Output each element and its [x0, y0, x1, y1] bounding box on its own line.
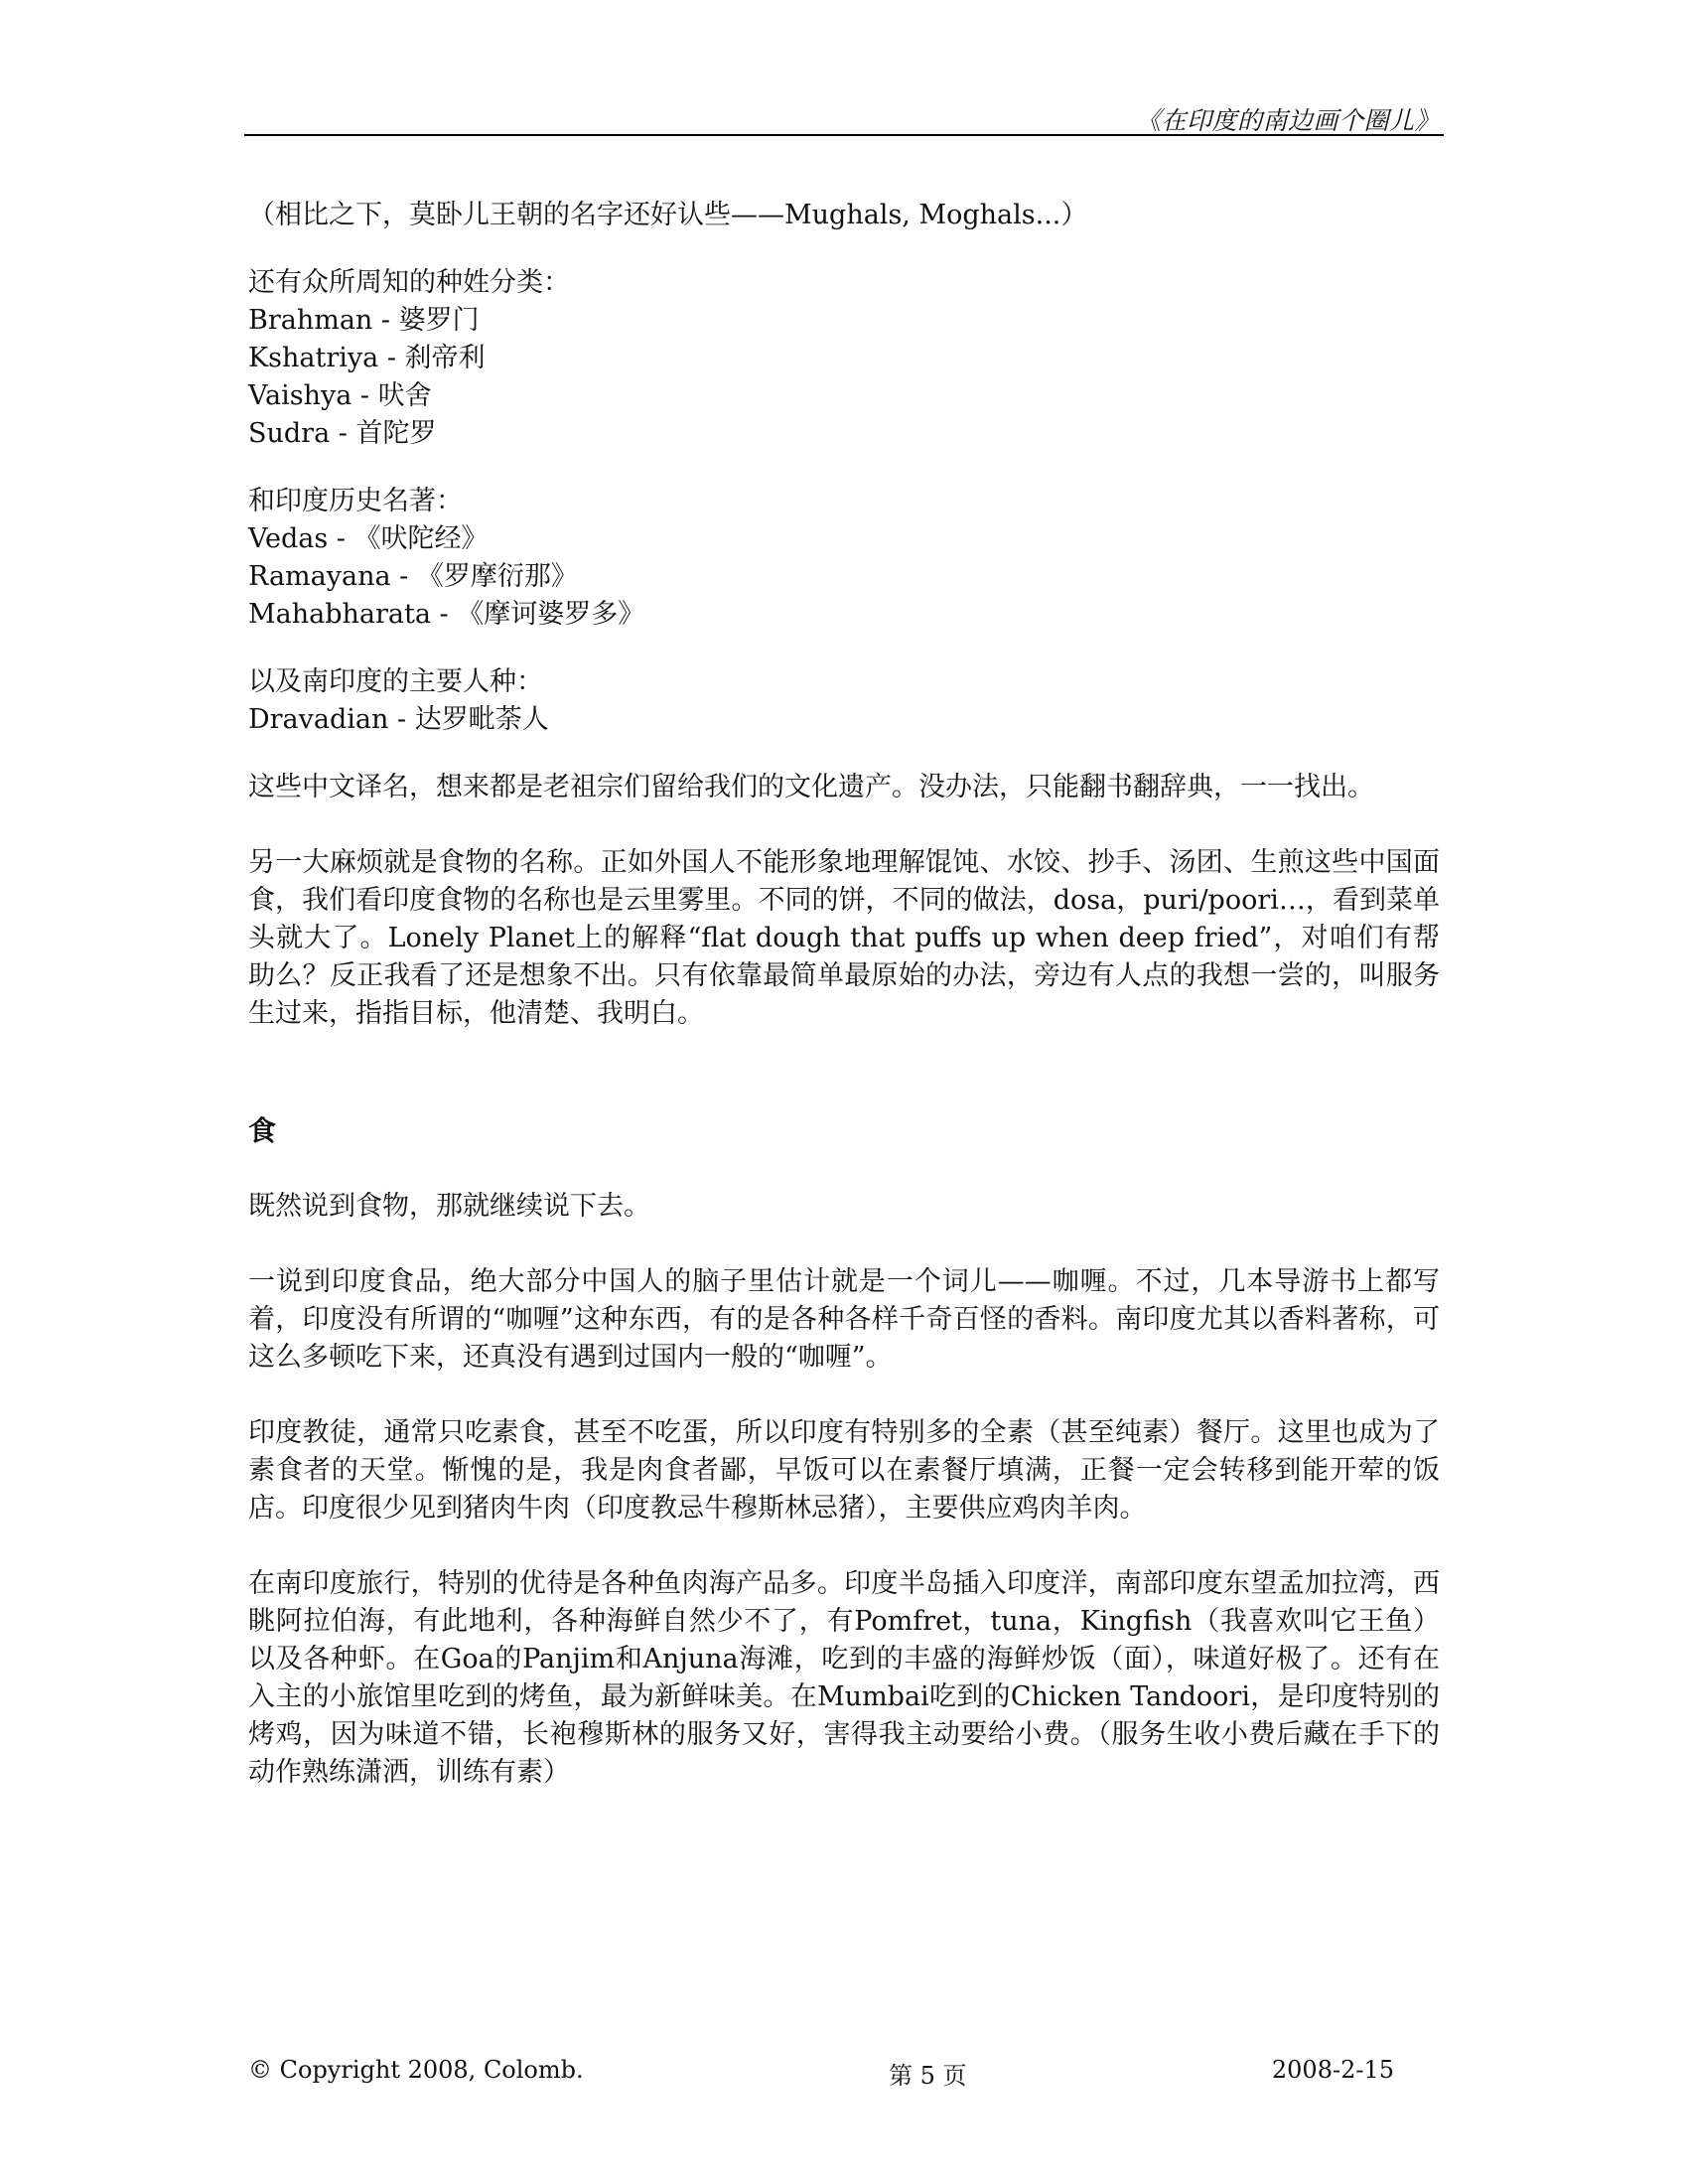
section-heading-food: 食 [248, 1114, 277, 1147]
term-zh: 《摩诃婆罗多》 [457, 599, 645, 630]
term-en: Ramayana - [248, 561, 417, 592]
curry-paragraph: 一说到印度食品，绝大部分中国人的脑子里估计就是一个词儿——咖喱。不过，几本导游书上都写着，印度没有所谓的“咖喱”这种东西，有的是各种各样千奇百怪的香料。南印度尤其以香料著称，可这么多顿吃下来，还真没有遇到过国内一般的“咖喱”。 [248, 1266, 1440, 1373]
race-heading: 以及南印度的主要人种： [248, 666, 543, 697]
list-item [248, 377, 1440, 415]
page-body [248, 197, 1440, 1792]
caste-heading: 还有众所周知的种姓分类： [248, 267, 570, 298]
list-item [248, 701, 1440, 739]
list-item [248, 520, 1440, 558]
term-zh: 刹帝利 [404, 343, 486, 373]
list-item [248, 302, 1440, 340]
term-zh: 《罗摩衍那》 [416, 561, 578, 592]
caste-list [248, 302, 1440, 453]
term-en: Kshatriya - [248, 343, 405, 373]
term-en: Vedas - [248, 523, 354, 554]
term-zh: 《吠陀经》 [353, 523, 489, 554]
list-item [248, 415, 1440, 453]
books-heading: 和印度历史名著： [248, 486, 463, 516]
list-item [248, 558, 1440, 596]
term-zh: 达罗毗荼人 [414, 704, 549, 735]
term-en: Brahman - [248, 305, 399, 336]
list-item [248, 340, 1440, 377]
term-en: Mahabharata - [248, 599, 458, 630]
race-list [248, 701, 1440, 739]
vegetarian-paragraph: 印度教徒，通常只吃素食，甚至不吃蛋，所以印度有特别多的全素（甚至纯素）餐厅。这里也成为了素食者的天堂。惭愧的是，我是肉食者鄙，早饭可以在素餐厅填满，正餐一定会转移到能开荤的饭店。印度很少见到猪肉牛肉（印度教忌牛穆斯林忌猪），主要供应鸡肉羊肉。 [248, 1417, 1440, 1524]
term-zh: 首陀罗 [355, 418, 437, 449]
list-item [248, 596, 1440, 634]
footer-date: 2008-2-15 [1271, 2056, 1394, 2084]
term-zh: 吠舍 [377, 380, 432, 411]
food-names-paragraph: 另一大麻烦就是食物的名称。正如外国人不能形象地理解馄饨、水饺、抄手、汤团、生煎这些中国面食，我们看印度食物的名称也是云里雾里。不同的饼，不同的做法，dosa，puri/poori…，看到菜单头就大了。Lonely Planet上的解释“flat dough that puffs up when deep fried”，对咱们有帮助么？反正我看了还是想象不出。只有依靠最简单最原始的办法，旁边有人点的我想一尝的，叫服务生过来，指指目标，他清楚、我明白。 [248, 847, 1440, 1029]
running-header-title: 《在印度的南边画个圈儿》 [1135, 106, 1440, 135]
term-zh: 婆罗门 [398, 305, 480, 336]
term-en: Sudra - [248, 418, 356, 449]
header-divider [244, 134, 1444, 136]
page-number: 第 5 页 [889, 2062, 967, 2090]
copyright-text: © Copyright 2008, Colomb. [248, 2056, 584, 2084]
term-en: Dravadian - [248, 704, 415, 735]
seafood-paragraph: 在南印度旅行，特别的优待是各种鱼肉海产品多。印度半岛插入印度洋，南部印度东望孟加拉湾，西眺阿拉伯海，有此地利，各种海鲜自然少不了，有Pomfret，tuna，Kingfish（我喜欢叫它王鱼）以及各种虾。在Goa的Panjim和Anjuna海滩，吃到的丰盛的海鲜炒饭（面），味道好极了。还有在入主的小旅馆里吃到的烤鱼，最为新鲜味美。在Mumbai吃到的Chicken Tandoori，是印度特别的烤鸡，因为味道不错，长袍穆斯林的服务又好，害得我主动要给小费。（服务生收小费后藏在手下的动作熟练潇洒，训练有素） [248, 1568, 1440, 1788]
term-en: Vaishya - [248, 380, 378, 411]
food-intro-paragraph: 既然说到食物，那就继续说下去。 [248, 1191, 650, 1222]
translation-paragraph: 这些中文译名，想来都是老祖宗们留给我们的文化遗产。没办法，只能翻书翻辞典，一一找出。 [248, 772, 1374, 802]
page-footer [248, 2056, 1394, 2091]
books-list [248, 520, 1440, 634]
intro-paragraph: （相比之下，莫卧儿王朝的名字还好认些——Mughals, Moghals...） [248, 200, 1088, 230]
